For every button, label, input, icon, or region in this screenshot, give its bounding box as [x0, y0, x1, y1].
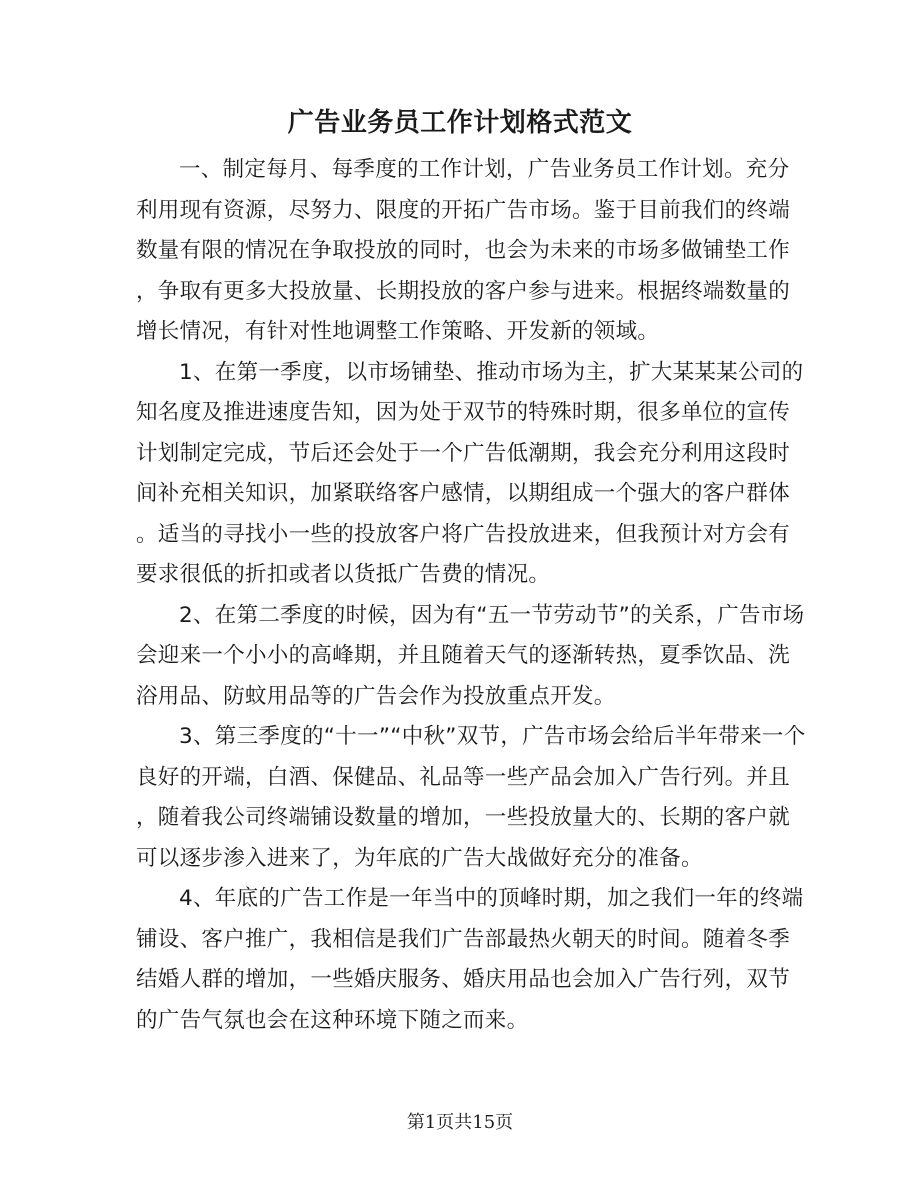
- paragraph-line: ，争取有更多大投放量、长期投放的客户参与进来。根据终端数量的: [136, 278, 791, 304]
- paragraph-line: 的广告气氛也会在这种环境下随之而来。: [136, 1007, 529, 1033]
- document-body: [136, 150, 806, 1041]
- paragraph-line: 利用现有资源，尽努力、限度的开拓广告市场。鉴于目前我们的终端: [136, 197, 791, 223]
- paragraph-line: 结婚人群的增加，一些婚庆服务、婚庆用品也会加入广告行列，双节: [136, 967, 791, 992]
- paragraph-4: [136, 717, 806, 879]
- paragraph-line: 一、制定每月、每季度的工作计划，广告业务员工作计划。充分: [179, 157, 790, 182]
- paragraph-1: [136, 150, 791, 353]
- paragraph-2: [136, 353, 804, 596]
- paragraph-line: 。适当的寻找小一些的投放客户将广告投放进来，但我预计对方会有: [136, 521, 791, 547]
- paragraph-line: 会迎来一个小小的高峰期，并且随着天气的逐渐转热，夏季饮品、洗: [136, 643, 791, 668]
- paragraph-line: 要求很低的折扣或者以货抵广告费的情况。: [136, 562, 551, 587]
- paragraph-line: 良好的开端，白酒、保健品、礼品等一些产品会加入广告行列。并且: [136, 764, 791, 790]
- paragraph-line: 4、年底的广告工作是一年当中的顶峰时期，加之我们一年的终端: [179, 886, 804, 911]
- paragraph-line: 浴用品、防蚊用品等的广告会作为投放重点开发。: [136, 683, 616, 709]
- paragraph-line: 3、第三季度的“十一”“中秋”双节，广告市场会给后半年带来一个: [179, 724, 806, 749]
- paragraph-line: 知名度及推进速度告知，因为处于双节的特殊时期，很多单位的宣传: [136, 400, 791, 425]
- paragraph-line: 增长情况，有针对性地调整工作策略、开发新的领域。: [136, 319, 660, 344]
- paragraph-line: ，随着我公司终端铺设数量的增加，一些投放量大的、长期的客户就: [136, 805, 791, 830]
- paragraph-line: 可以逐步渗入进来了，为年底的广告大战做好充分的准备。: [136, 845, 703, 871]
- document-title: 广告业务员工作计划格式范文: [287, 108, 633, 138]
- paragraph-line: 铺设、客户推广，我相信是我们广告部最热火朝天的时间。随着冬季: [136, 926, 791, 952]
- paragraph-line: 2、在第二季度的时候，因为有“五一节劳动节”的关系，广告市场: [179, 602, 805, 628]
- paragraph-line: 计划制定完成，节后还会处于一个广告低潮期，我会充分利用这段时: [136, 440, 791, 466]
- paragraph-line: 数量有限的情况在争取投放的同时，也会为未来的市场多做铺垫工作: [136, 238, 791, 263]
- paragraph-3: [136, 596, 805, 718]
- page-footer: 第1页共15页: [406, 1112, 514, 1133]
- paragraph-5: [136, 879, 804, 1041]
- paragraph-line: 间补充相关知识，加紧联络客户感情，以期组成一个强大的客户群体: [136, 481, 791, 506]
- paragraph-line: 1、在第一季度，以市场铺垫、推动市场为主，扩大某某某公司的: [179, 359, 804, 385]
